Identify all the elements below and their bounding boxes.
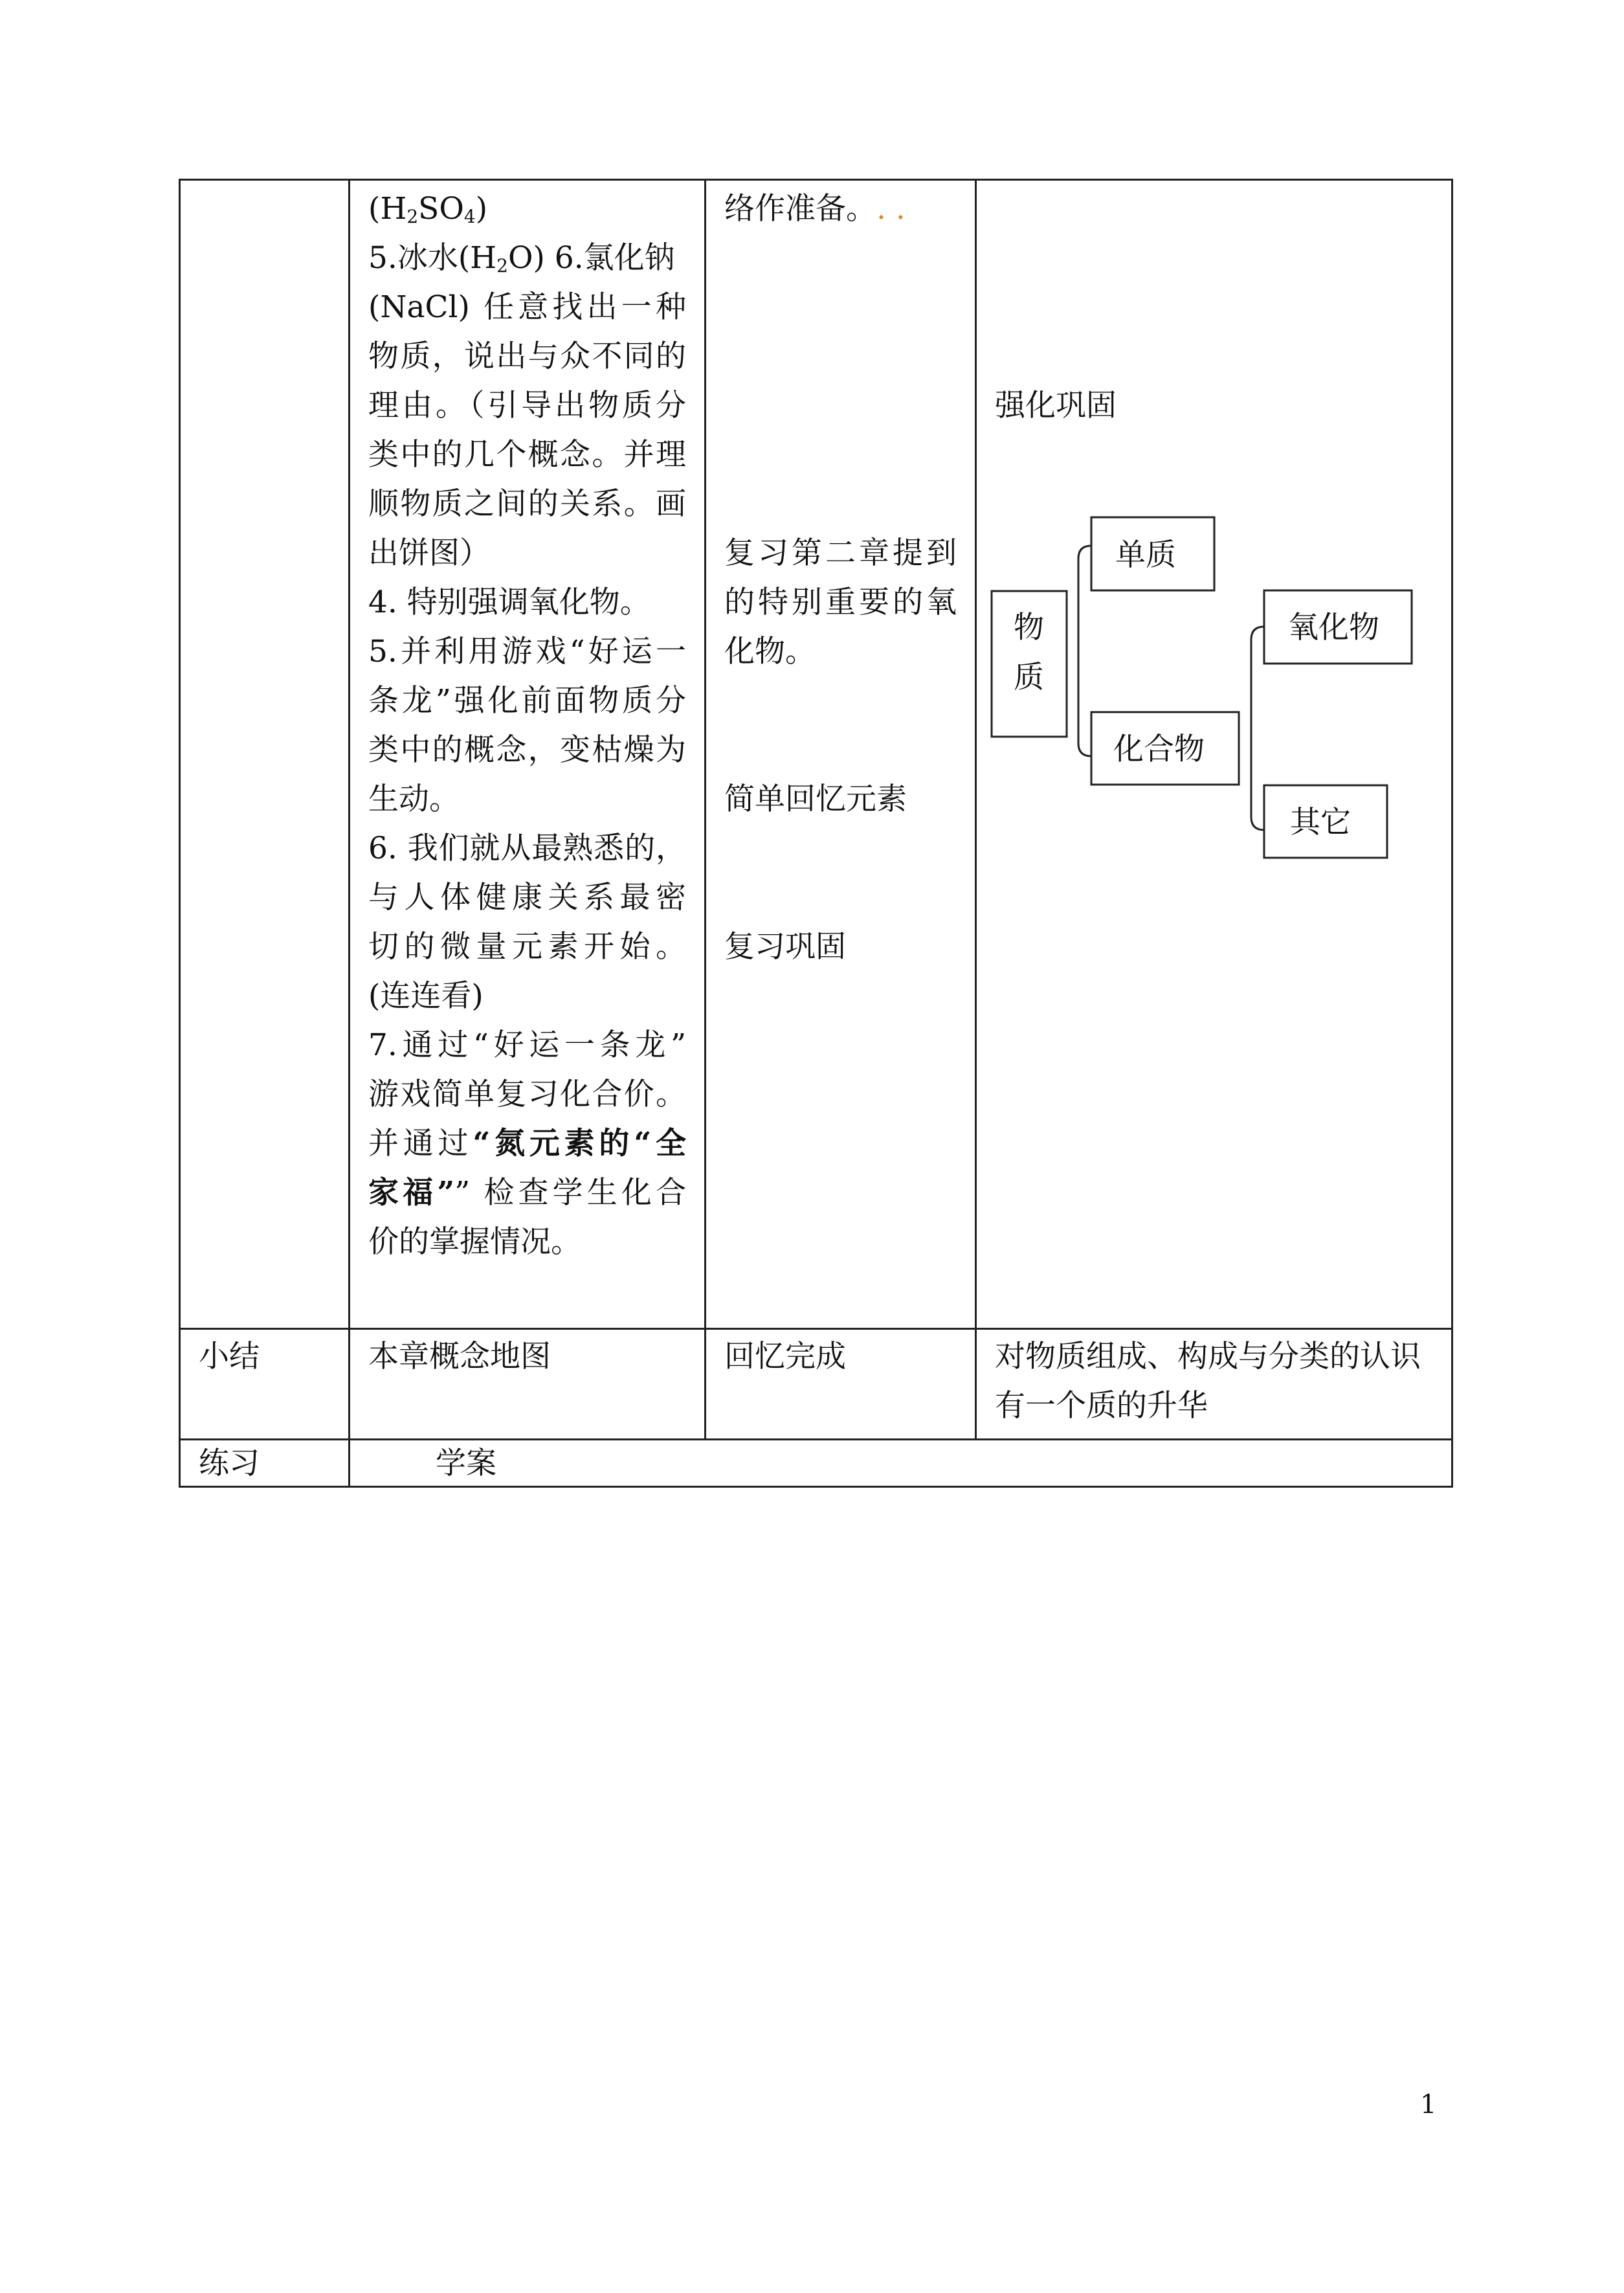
text-line: 有一个质的升华 [995, 1388, 1208, 1424]
text-line: 家福”” 检查学生化合 [368, 1175, 686, 1211]
text-line: 对物质组成、构成与分类的认识 [995, 1339, 1421, 1374]
text-line: 与人体健康关系最密 [368, 880, 686, 915]
text-line: 复习巩固 [724, 929, 846, 965]
text-line: 络作准备。. . [724, 191, 906, 227]
table-row [180, 180, 1452, 1329]
summary-teacher-cell: 本章概念地图 [350, 1329, 706, 1440]
table-row [180, 1329, 1452, 1440]
text-line: 复习第二章提到 [724, 535, 957, 571]
compound-label: 化合物 [1113, 732, 1205, 767]
summary-label-cell: 小结 [180, 1329, 350, 1440]
text-line: 6. 我们就从最熟悉的， [368, 831, 686, 866]
text-line: 类中的概念，变枯燥为 [368, 732, 686, 768]
text-line: 并通过“氮元素的“全 [368, 1126, 686, 1161]
text-line: 条龙”强化前面物质分 [368, 683, 686, 719]
oxide-label: 氧化物 [1288, 610, 1379, 645]
teacher-activity-cell [350, 180, 706, 1329]
summary-student-cell: 回忆完成 [706, 1329, 976, 1440]
exercise-content-cell: 学案 [350, 1440, 1452, 1487]
text-line: 出饼图） [368, 535, 490, 571]
text-line: 价的掌握情况。 [368, 1224, 581, 1260]
design-purpose-cell [976, 180, 1452, 1329]
text-line: 生动。 [368, 781, 460, 817]
text-line: 5.并利用游戏“好运一 [368, 634, 686, 669]
table-row [180, 1440, 1452, 1487]
text-line: $(H_2SO_4)$ [368, 191, 488, 227]
stage-cell [180, 180, 350, 1329]
text-line: 理由。（引导出物质分 [368, 388, 686, 423]
text-line: 4. 特别强调氧化物。 [368, 585, 651, 620]
text-line: 顺物质之间的关系。画 [368, 486, 686, 522]
student-activity-cell [706, 180, 976, 1329]
summary-purpose-cell [976, 1329, 1452, 1440]
root-label: 物 [1014, 610, 1044, 645]
text-line: 化物。 [724, 634, 816, 669]
text-line: 简单回忆元素 [724, 781, 907, 817]
text-line: 7.通过“好运一条龙” [368, 1027, 686, 1063]
exercise-label-cell: 练习 [180, 1440, 350, 1487]
text-line: 的特别重要的氧 [724, 585, 957, 620]
text-line: 5.冰水$(H_2O)$ 6.氯化钠 [368, 240, 675, 276]
other-label: 其它 [1290, 805, 1351, 840]
text-line: 类中的几个概念。并理 [368, 437, 686, 473]
text-line: 物质，说出与众不同的 [368, 339, 686, 374]
stray-marks: . . [876, 191, 906, 227]
text-line: 游戏简单复习化合价。 [368, 1077, 686, 1112]
purpose-heading: 强化巩固 [995, 388, 1117, 423]
lesson-plan-table [179, 179, 1453, 1488]
text-line: (连连看) [368, 978, 484, 1014]
root-label-2: 质 [1014, 660, 1044, 695]
page-number: 1 [1420, 2090, 1437, 2120]
text-line: 切的微量元素开始。 [368, 929, 686, 965]
text-line: (NaCl) 任意找出一种 [368, 289, 686, 325]
element-label: 单质 [1115, 537, 1176, 573]
